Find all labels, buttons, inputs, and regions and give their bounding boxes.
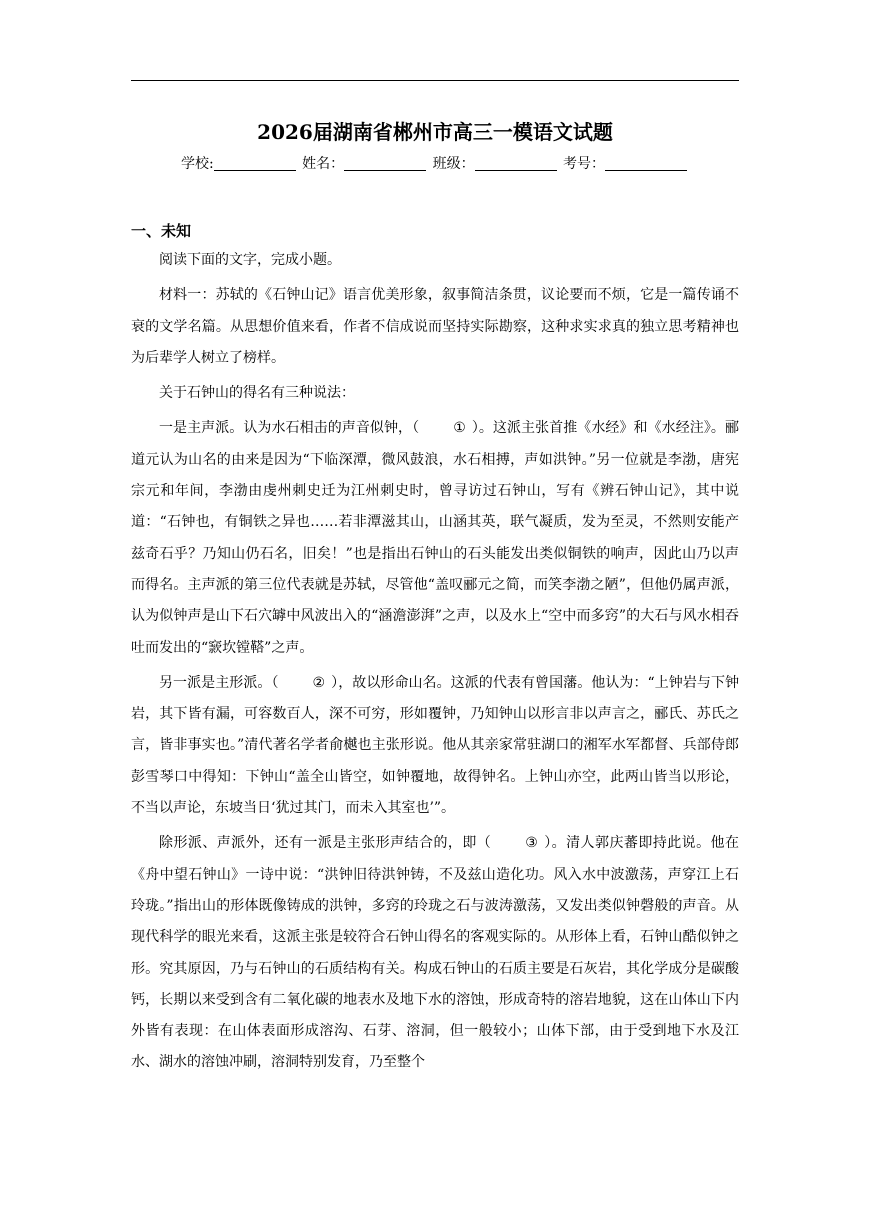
paragraph-4-rest: ），故以形命山名。这派的代表有曾国藩。他认为：“上钟岩与下钟岩，其下皆有漏，可容数百人，深不可穷，形如覆钟，乃知钟山以形言非以声言之，郦氏、苏氏之言，皆非事实也。”清代著名学者俞樾也主张形说。他从其亲家常驻湖口的湘军水军都督、兵部侍郎彭雪琴口中得知：下钟山“盖全山皆空，如钟覆地，故得钟名。上钟山亦空，此两山皆当以形论，不当以声论，东坡当日‘犹过其门，而未入其室也’”。 [131, 674, 740, 817]
exam-title: 2026届湖南省郴州市高三一模语文试题 [257, 120, 613, 144]
material-paragraph-5 [131, 828, 739, 1078]
blank-marker-3: ③ [525, 835, 538, 852]
class-label: 班级： [432, 156, 475, 172]
reading-passage [131, 245, 739, 1079]
name-label: 姓名： [302, 156, 345, 172]
material-paragraph-3 [131, 413, 739, 663]
header-rule [131, 80, 739, 81]
material-paragraph-2: 关于石钟山的得名有三种说法： [159, 385, 355, 402]
material-paragraph-4 [131, 668, 739, 824]
name-blank[interactable] [344, 156, 426, 171]
school-label: 学校: [180, 156, 214, 172]
student-info-line [0, 153, 870, 173]
blank-marker-1: ① [453, 420, 466, 437]
school-blank[interactable] [214, 156, 296, 171]
class-blank[interactable] [475, 156, 557, 171]
section-heading: 一、未知 [131, 222, 192, 240]
paragraph-3-start: 一是主声派。认为水石相击的声音似钟，（ [159, 420, 420, 437]
material-paragraph-1: 材料一：苏轼的《石钟山记》语言优美形象，叙事简洁条贯，议论要而不烦，它是一篇传诵不衰的文学名篇。从思想价值来看，作者不信成说而坚持实际勘察，这种求实求真的独立思考精神也为后辈学人树立了榜样。 [131, 287, 739, 366]
exam-number-label: 考号： [563, 156, 606, 172]
paragraph-4-start: 另一派是主形派。（ [159, 674, 279, 691]
instruction: 阅读下面的文字，完成小题。 [159, 252, 341, 268]
paragraph-5-rest: ）。清人郭庆蕃即持此说。他在《舟中望石钟山》一诗中说：“洪钟旧待洪钟铸，不及兹山造化功。风入水中波激荡，声穿江上石玲珑。”指出山的形体既像铸成的洪钟，多窍的玲珑之石与波涛激荡，又发出类似钟磬般的声音。从现代科学的眼光来看，这派主张是较符合石钟山得名的客观实际的。从形体上看，石钟山酷似钟之形。究其原因，乃与石钟山的石质结构有关。构成石钟山的石质主要是石灰岩，其化学成分是碳酸钙，长期以来受到含有二氧化碳的地表水及地下水的溶蚀，形成奇特的溶岩地貌，这在山体山下内外皆有表现：在山体表面形成溶沟、石芽、溶洞，但一般较小；山体下部，由于受到地下水及江水、湖水的溶蚀冲刷，溶洞特别发育，乃至整个 [131, 835, 740, 1071]
paragraph-5-start: 除形派、声派外，还有一派是主张形声结合的，即（ [159, 835, 492, 852]
exam-number-blank[interactable] [605, 156, 687, 171]
blank-marker-2: ② [312, 674, 326, 691]
paragraph-3-rest: ）。这派主张首推《水经》和《水经注》。郦道元认为山名的由来是因为“下临深潭，微风鼓浪，水石相搏，声如洪钟。”另一位就是李渤，唐宪宗元和年间，李渤由虔州刺史迁为江州刺史时，曾寻访过石钟山，写有《辨石钟山记》，其中说道：“石钟也，有铜铁之异也……若非潭滋其山，山涵其英，联气凝质，发为至灵，不然则安能产兹奇石乎？乃知山仍石名，旧矣！”也是指出石钟山的石头能发出类似铜铁的响声，因此山乃以声而得名。主声派的第三位代表就是苏轼，尽管他“盖叹郦元之简，而笑李渤之陋”，但他仍属声派，认为似钟声是山下石穴罅中风波出入的“涵澹澎湃”之声，以及水上“空中而多窍”的大石与风水相吞吐而发出的“窾坎镗鞳”之声。 [131, 420, 739, 656]
